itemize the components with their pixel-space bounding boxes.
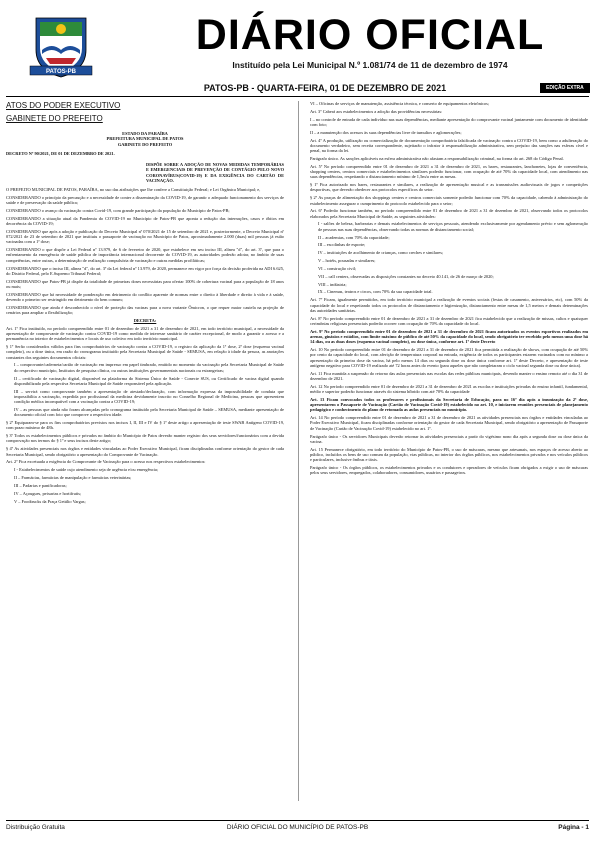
header-cabinet: GABINETE DO PREFEITO: [117, 141, 173, 147]
article-item: I – comprovante/caderneta/cartão de vacinação em impresso em papel timbrado, emitido no momento da vacinação pela Secretaria Municipal de Saúde do respectivo município, Institutos de pesquisa clínica, ou outras instituições governamentais nacionais ou estrangeiras;: [14, 362, 284, 373]
article-paragraph: Art. 2º Fica excetuada a exigência do Comprovante de Vacinação para o acesso nos respectivos estabelecimentos:: [6, 459, 206, 465]
article-item: VII – call centers, observadas as disposições constantes no decreto 40.141, de 26 de março de 2020;: [318, 273, 494, 279]
article-paragraph: Art. 1º Fica instituído, no período compreendido entre 01 de dezembro de 2021 a 31 de dezembro de 2021, em todo território municipal, a necessidade da apresentação de comprovante de vacinação contra COVID-19 como medida de interesse sanitário de caráter excepcional, de modo a garantir o acesso e a permanência no interior de estabelecimentos e locais de uso coletivo em todo território municipal.: [6, 325, 284, 342]
header-prefecture: PREFEITURA MUNICIPAL DE PATOS: [106, 136, 184, 142]
article-item: II – certificado de vacinação digital, disponível na plataforma do Sistema Único de Saúde - Conecte SUS, ou Certificado de vacina digital quando disponibilizado pela respectiva Secretaria Municipal de Saúde responsável pela aplicação.: [14, 375, 284, 386]
article-paragraph: § 2º As praças de alimentação dos shoppings centers e centros comerciais somente poderão funcionar com 70% da capacidade, cabendo à administração do estabelecimento assegurar o cumprimento do protocolo estabelecido para o setor;: [310, 195, 588, 206]
article-paragraph: Art. 3º Caberá aos estabelecimentos a adoção das providências necessárias:: [310, 108, 443, 114]
considerando-paragraph: CONSIDERANDO a situação atual da Pandemia do COVID-19 no Município de Patos-PB que aponta a redução das internações, casos e óbitos em decorrência da COVID-19;: [6, 215, 284, 227]
article-item: I – no controle de entrada de cada indivíduo nas suas dependências, mediante apresentação do comprovante vacinal juntamente com documento de identidade com foto;: [310, 116, 588, 127]
article-paragraph: Art. 14 No período compreendido entre 01 de dezembro de 2021 a 31 de dezembro de 2021 as atividades presenciais nos órgãos e entidades vinculadas ao Poder Executivo Municipal, ficam disciplinadas conforme orientação do gestor de cada Secretaria Municipal, sendo obrigatório a apresentação de Passaporte de Vacinação (Cartão de Vacinação Covid-19) estabelecido no art. 1º.: [310, 415, 588, 431]
considerando-paragraph: CONSIDERANDO que ainda é desconhecido o nível de proteção das vacinas para a nova variante Ômicron, o que requer maior cautela na projeção de cenários para ampliar a flexibilização;: [6, 304, 284, 316]
article-item: II – a manutenção dos acessos às suas dependências livre de tumultos e aglomerações;: [310, 129, 462, 135]
article-item: VI – Oficinas de serviços de manutenção, assistência técnica, e conserto de equipamentos eletrônicos;: [310, 101, 490, 106]
article-item: V – Foodtrucks da Praça Getúlio Vargas;: [14, 498, 86, 504]
page-footer: [6, 820, 589, 835]
article-item: IX – Cinemas, teatros e circos, com 70% da sua capacidade total.: [318, 289, 433, 295]
considerando-paragraph: CONSIDERANDO o avanço da vacinação contra Covid-19, com grande participação da população do Município de Patos-PB;: [6, 207, 230, 213]
article-paragraph: § 3º Todos os estabelecimentos públicos e privados no âmbito do Município de Patos deverão manter registro dos seus servidores/funcionários com a devida comprovação nos termos do § 1º e seus incisos deste artigo;: [6, 433, 284, 444]
footer-title: DIÁRIO OFICIAL DO MUNICÍPIO DE PATOS-PB: [226, 824, 369, 831]
article-paragraph: Parágrafo único - Os servidores Municipais deverão retornar às atividades presenciais a partir do vigésimo nono dia após a segunda dose ou dose única da vacina.: [310, 433, 588, 444]
right-column: [310, 101, 588, 478]
edition-date: PATOS-PB - QUARTA-FEIRA, 01 DE DEZEMBRO DE 2021: [203, 83, 447, 93]
patos-coat-of-arms-logo: [28, 14, 94, 80]
article-item: IV – as pessoas que ainda não foram alcançadas pelo cronograma instituído pela Secretaria Municipal de Saúde – SEMUSA, mediante apresentação de documento oficial com foto que comprove a respectiva idade.: [14, 407, 284, 418]
article-item: III – servirá como comprovante também a apresentação de atestado/declaração, com informação expressa da impossibilidade de conduta que impossibilita a vacinação, expedida por profissional da medicina devidamente inscrito no Conselho Regional de Medicina, pessoas que apresentem condição médica incompatível com a vacinação contra a COVID-19;: [14, 388, 284, 405]
article-item: VI – construção civil;: [318, 265, 357, 271]
newspaper-title: DIÁRIO OFICIAL: [195, 11, 545, 59]
article-paragraph: Art. 7º Ficam, igualmente permitidos, em todo território municipal a realização de eventos sociais (festas de casamento, aniversários, etc), com 50% da capacidade do local e respeitando todos os protocolos de distanciamento e higienização, distanciamento entre mesas de 1,5 metros e demais determinações das autoridades sanitárias.: [310, 297, 588, 313]
decree-summary: DISPÕE SOBRE A ADOÇÃO DE NOVAS MEDIDAS TEMPORÁRIAS E EMERGENCIAIS DE PREVENÇÃO DE CONTÁGIO PELO NOVO CORONAVÍRUS(COVID-19) E DA EXIGÊNCIA DO CARTÃO DE VACINAÇÃO.: [146, 162, 284, 183]
article-paragraph: Parágrafo único. As sanções aplicáveis na esfera administrativa não afastam a responsabilização criminal, na forma do art. 268 do Código Penal.: [310, 155, 564, 161]
newspaper-subtitle: Instituído pela Lei Municipal N.º 1.081/74 de 11 de dezembro de 1974: [232, 60, 508, 70]
article-paragraph: Art. 12 No período compreendido entre 01 de dezembro de 2021 a 31 de dezembro de 2021 as escolas e instituições privadas do ensino infantil, fundamental, médio e superior poderão funcionar através do sistema híbrido com até 70% da capacidade: [310, 383, 588, 394]
considerando-paragraph: CONSIDERANDO o princípio da precaução e a necessidade de conter a disseminação da COVID-19, de garantir o adequado funcionamento dos serviços de saúde e de preservação da saúde pública;: [6, 194, 284, 206]
article-item: III – escolinhas de esporte;: [318, 242, 366, 248]
article-item: II – academias, com 70% da capacidade;: [318, 234, 390, 240]
article-item: I - Estabelecimentos de saúde cujo atendimento seja de urgência e/ou emergência;: [14, 467, 159, 473]
article-paragraph: § 4º As atividades presenciais nos órgãos e entidades vinculadas ao Poder Executivo Municipal, ficam disciplinadas conforme orientação do gestor de cada Secretaria Municipal, sendo obrigatório a apresentação do Comprovante de Vacinação.: [6, 446, 284, 457]
left-column: [6, 101, 284, 506]
footer-page-number: Página - 1: [558, 824, 589, 831]
decree-title: DECRETO Nº 90/2021, DE 01 DE DEZEMBRO DE 2021.: [6, 150, 115, 156]
article-paragraph-bold: Art. 13 Ficam convocados todos os professores e profissionais da Secretaria de Educação, para no 16º dia após a imunização da 2ª dose, apresentarem o Passaporte de Vacinação (Cartão de Vacinação Covid-19) estabelecido no art. 10, e iniciarem reuniões presenciais de planejamento pedagógico e conhecimento do plano de retomada as aulas presenciais no município.: [310, 396, 588, 413]
article-item: IV – Açougues, peixarias e hortifrutis;: [14, 490, 82, 496]
considerando-paragraph: CONSIDERANDO que após a adoção e publicação do Decreto Municipal nº 070/2021 de 15 de setembro de 2021 e, posteriormente, o Decreto Municipal nº 072/2021 de 23 de setembro de 2021 que instituiu o passaporte de vacinação no Município de Patos, aproximadamente 2.000 (duas) mil pessoas já estão vacinadas com a 1ª dose;: [6, 228, 284, 245]
section-heading-cabinet: GABINETE DO PREFEITO: [6, 114, 103, 123]
footer-distribution: Distribuição Gratuita: [6, 824, 65, 831]
header-state: ESTADO DA PARAÍBA: [122, 131, 168, 136]
article-item: II – Farmácias, farmácias de manipulação e farmácias veterinárias;: [14, 475, 132, 481]
column-divider: [298, 101, 299, 801]
considerando-paragraph: CONSIDERANDO que o inciso III, alínea "d", do art. 3º da Lei federal nº 13.979, de 2020, permanece em vigor por força da decisão proferida na ADI 6.625, do Distrito Federal, pelo E.Supremo Tribunal Federal;: [6, 265, 284, 276]
section-heading-executive: ATOS DO PODER EXECUTIVO: [6, 101, 121, 110]
article-paragraph: Art. 10 No período compreendido entre 01 de dezembro de 2021 a 31 de dezembro de 2021 fica permitida a realização de shows, com ocupação de até 50% por cento da capacidade do local, com aferição de temperatura corporal na entrada, exigência de todos os participantes estarem vacinados com no mínimo a apresentação da primeira dose da vacina, há pelo menos 14 dias ou segunda dose ou dose única conforme art. 1º deste Decreto, e apresentação de teste antígeno negativo para COVID-19 realizado até 72 horas antes do evento (para aqueles que não completaram o ciclo vacinal segunda dose ou dose única).: [310, 347, 588, 368]
considerando-paragraph: CONSIDERANDO que Patos-PB já dispõe da totalidade de primeiras doses necessárias para ofertar 100% de cobertura vacinal para a população de 18 anos ou mais;: [6, 278, 284, 289]
article-paragraph: § 1º Fica autorizado nos bares, restaurantes e similares, a realização de apresentação musical e as transmissões audiovisuais de jogos e competições desportivas, que deverão obedecer aos protocolos específicos do setor.: [310, 182, 588, 193]
dateline-rule: [6, 96, 589, 97]
article-item: IV – instituições de acolhimento de crianças, como creches e similares;: [318, 250, 444, 256]
article-item: I - salões de beleza, barbearias e demais estabelecimentos de serviços pessoais, atendendo exclusivamente por agendamento prévio e sem aglomeração de pessoas nas suas dependências, observando todas as normas de distanciamento social;: [318, 221, 588, 232]
article-paragraph: § 2º Equiparam-se para os fins comprobatórios previstos nos incisos I, II, III e IV do § 1º deste artigo a apresentação de teste SWAB Antígeno COVID-19, com prazo máximo de 48h.: [6, 420, 284, 431]
article-paragraph: Parágrafo único - Os órgãos públicos, os estabelecimentos privados e os condutores e operadores de veículos ficam obrigados a exigir o uso de máscaras pelos seus servidores, empregados, colaboradores, consumidores, usuários e passageiros.: [310, 464, 588, 476]
extra-edition-badge: EDIÇÃO EXTRA: [540, 83, 590, 93]
dateline-bar: [0, 80, 595, 97]
article-paragraph: Art. 6º Poderão funcionar também, no período compreendido entre 01 de dezembro de 2021 a 31 de dezembro de 2021, observando todos os protocolos elaborados pela Secretaria Municipal de Saúde, as seguintes atividades:: [310, 208, 588, 219]
article-item: III – Padarias e panificadoras;: [14, 482, 67, 488]
article-paragraph: § 1º Serão considerados válidos para fins comprobatórios de vacinação contra a COVID-19, o registro da aplicação da 1ª dose, 2ª dose (esquema vacinal completo), ou a dose única, em razão do cronograma instituído pela Secretaria Municipal de Saúde - SEMUSA, em relação à idade da pessoa, as anotações constantes dos seguintes documentos oficiais:: [6, 344, 284, 360]
article-paragraph: Art. 8º No período compreendido entre 01 de dezembro de 2021 a 31 de dezembro de 2021 fica estabelecido que a realização de missas, cultos e quaisquer cerimônias religiosas presenciais poderão ocorrer com ocupação de 70% da capacidade do local.: [310, 315, 588, 326]
decree-intro: O PREFEITO MUNICIPAL DE PATOS, PARAÍBA, no uso das atribuições que lhe confere a Constituição Federal; e Lei Orgânica Municipal; e,: [6, 187, 261, 192]
considerando-paragraph: CONSIDERANDO o que dispõe a Lei Federal nº 13.979, de 6 de fevereiro de 2020, que estabelece em seu inciso III, alínea "d", do art. 3º, que para o enfrentamento da emergência de saúde pública de importância internacional decorrente do COVID-19, as autoridades poderão adotar, no âmbito de suas competências, entre outras, a determinação de realização compulsória de vacinação e outras medidas profiláticas;: [6, 247, 284, 263]
article-paragraph-bold: Art. 9º No período compreendido entre 01 de dezembro de 2021 a 31 de dezembro de 2021 ficam autorizados os eventos esportivos realizados em arenas, ginásios e estádios, com limite máximo de público de até 50% da capacidade do local, sendo obrigatório ter recebido pelo menos uma dose há 14 dias, ou as duas doses (esquema vacinal completo), ou dose única, conforme art. 1º deste Decreto: [310, 328, 588, 345]
article-paragraph: Art. 5º No período compreendido entre 01 de dezembro de 2021 a 31 de dezembro de 2021, os bares, restaurantes, lanchonetes, lojas de conveniência, shopping centers, centros comerciais e estabelecimentos similares poderão funcionar, com ocupação de até 70% da capacidade local, com atendimento nas suas dependências, respeitando o distanciamento mínimo de 1,5m/a entre as mesas.: [310, 163, 588, 180]
article-paragraph: Art. 15 Permanece obrigatório, em todo território do Município de Patos-PB, o uso de máscaras, mesmo que artesanais, nos espaços de acesso aberto ao público, incluídos os bens de uso comum da população, vias públicas, no interior dos órgãos públicos, nos estabelecimentos privados e nos veículos públicos e particulares, inclusive ônibus e táxis.: [310, 446, 588, 463]
article-paragraph: Art. 4º A produção, utilização ou comercialização de documentação comprobatória falsificada de vacinação contra a COVID-19, bem como a adulteração do documento verdadeiro, sem receita correspondente, sujeitarão o infrator à responsabilização administrativa, sem prejuízo das sanções nas esferas cível e penal, na forma da lei.: [310, 137, 588, 154]
considerando-paragraph: CONSIDERANDO que há necessidade de ponderação em detrimento do conflito aparente de normas entre o direito à liberdade e direito à vida e à saúde, devendo o primeiro ser restringido em detrimento do bem comum;: [6, 291, 284, 302]
article-paragraph: Art. 11 Fica mantida a suspensão do retorno das aulas presenciais nas escolas das redes públicas municipais, devendo manter o ensino remoto até o dia 31 de dezembro de 2021.: [310, 370, 588, 381]
article-item: V – hotéis, pousadas e similares;: [318, 258, 376, 264]
logo-label: PATOS-PB: [45, 69, 77, 75]
decreta-heading: DECRETA:: [133, 317, 157, 323]
article-item: VIII – indústria;: [318, 281, 347, 287]
